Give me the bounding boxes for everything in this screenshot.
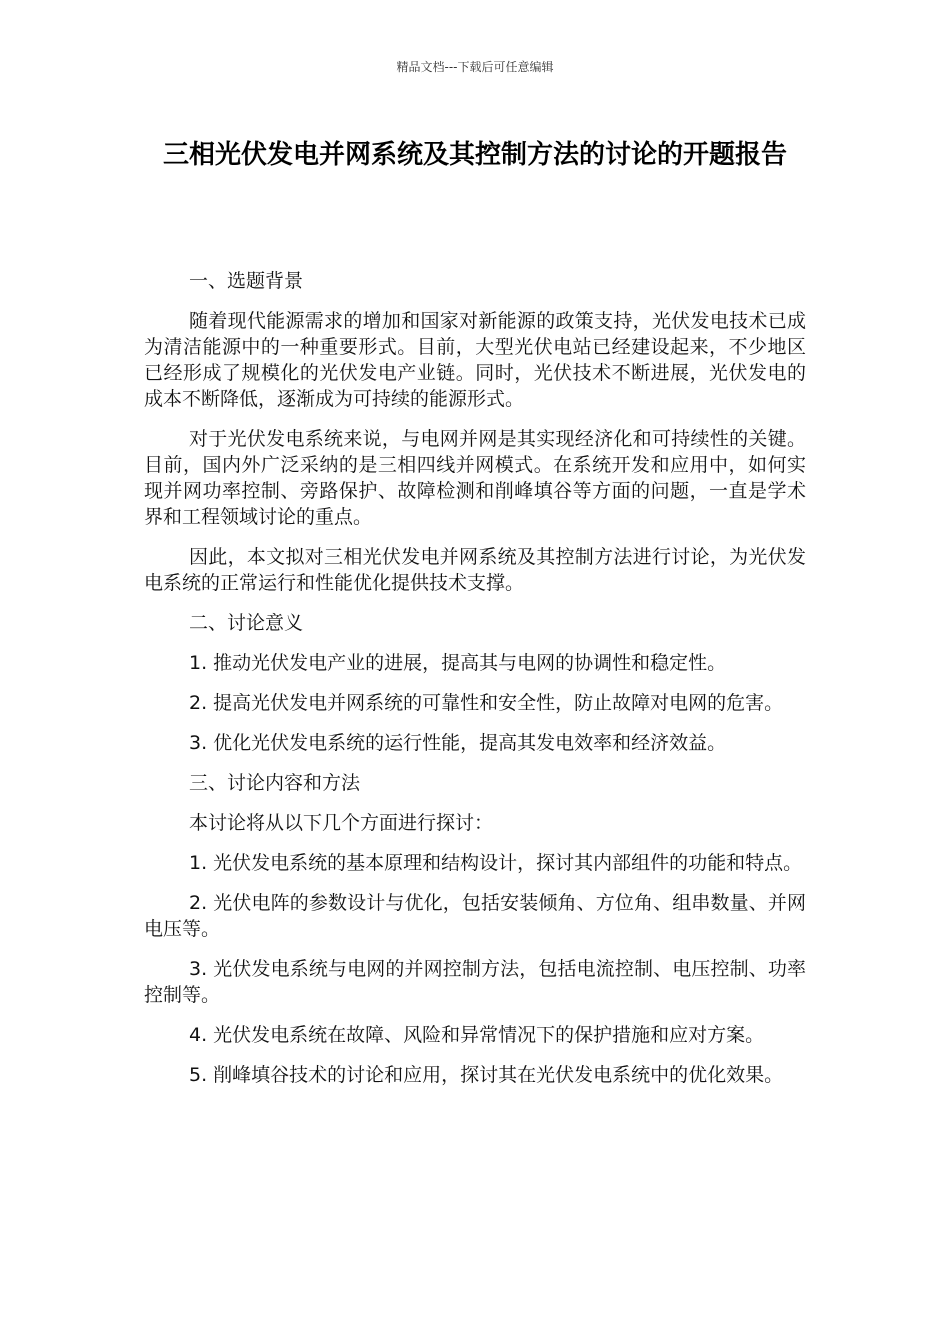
header-note: 精品文档---下载后可任意编辑 — [396, 60, 554, 74]
list-item: 3. 光伏发电系统与电网的并网控制方法，包括电流控制、电压控制、功率控制等。 — [144, 958, 806, 1006]
list-item: 1. 光伏发电系统的基本原理和结构设计，探讨其内部组件的功能和特点。 — [189, 852, 803, 874]
list-item: 2. 提高光伏发电并网系统的可靠性和安全性，防止故障对电网的危害。 — [189, 692, 784, 714]
document-body — [144, 268, 806, 1102]
section-heading-significance: 二、讨论意义 — [189, 612, 304, 634]
list-item: 1. 推动光伏发电产业的进展，提高其与电网的协调性和稳定性。 — [189, 652, 727, 674]
section-heading-background: 一、选题背景 — [189, 270, 304, 292]
paragraph: 本讨论将从以下几个方面进行探讨： — [189, 812, 494, 834]
list-item: 3. 优化光伏发电系统的运行性能，提高其发电效率和经济效益。 — [189, 732, 727, 754]
list-item: 2. 光伏电阵的参数设计与优化，包括安装倾角、方位角、组串数量、并网电压等。 — [144, 892, 806, 940]
paragraph: 随着现代能源需求的增加和国家对新能源的政策支持，光伏发电技术已成为清洁能源中的一种重要形式。目前，大型光伏电站已经建设起来，不少地区已经形成了规模化的光伏发电产业链。同时，光伏技术不断进展，光伏发电的成本不断降低，逐渐成为可持续的能源形式。 — [144, 310, 806, 410]
paragraph: 对于光伏发电系统来说，与电网并网是其实现经济化和可持续性的关键。目前，国内外广泛采纳的是三相四线并网模式。在系统开发和应用中，如何实现并网功率控制、旁路保护、故障检测和削峰填谷等方面的问题，一直是学术界和工程领域讨论的重点。 — [144, 428, 806, 528]
list-item: 4. 光伏发电系统在故障、风险和异常情况下的保护措施和应对方案。 — [189, 1024, 765, 1046]
page-title: 三相光伏发电并网系统及其控制方法的讨论的开题报告 — [162, 140, 787, 170]
section-heading-content-methods: 三、讨论内容和方法 — [189, 772, 361, 794]
paragraph: 因此，本文拟对三相光伏发电并网系统及其控制方法进行讨论，为光伏发电系统的正常运行和性能优化提供技术支撑。 — [144, 546, 806, 594]
list-item: 5. 削峰填谷技术的讨论和应用，探讨其在光伏发电系统中的优化效果。 — [189, 1064, 784, 1086]
